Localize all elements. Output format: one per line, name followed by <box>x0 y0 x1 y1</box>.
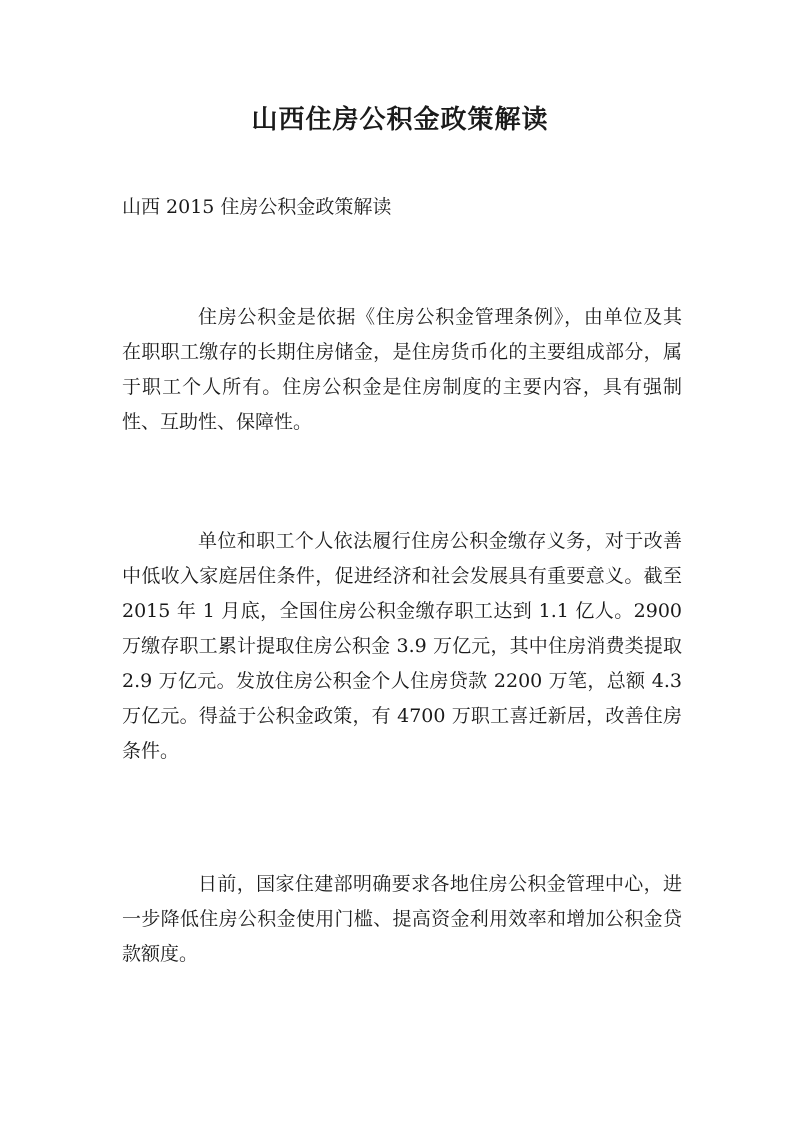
paragraph-1: 住房公积金是依据《住房公积金管理条例》，由单位及其在职职工缴存的长期住房储金，是住房货币化的主要组成部分，属于职工个人所有。住房公积金是住房制度的主要内容，具有强制性、互助性、保障性。 <box>122 306 682 433</box>
document-title: 山西住房公积金政策解读 <box>251 105 549 135</box>
paragraph-2: 单位和职工个人依法履行住房公积金缴存义务，对于改善中低收入家庭居住条件，促进经济和社会发展具有重要意义。截至 2015 年 1 月底，全国住房公积金缴存职工达到 1.1 亿人。2900 万缴存职工累计提取住房公积金 3.9 万亿元，其中住房消费类提取 2.9 万亿元。发放住房公积金个人住房贷款 2200 万笔，总额 4.3 万亿元。得益于公积金政策，有 4700 万职工喜迁新居，改善住房条件。 <box>122 530 682 762</box>
paragraph-3: 日前，国家住建部明确要求各地住房公积金管理中心，进一步降低住房公积金使用门槛、提高资金利用效率和增加公积金贷款额度。 <box>122 873 682 965</box>
document-subtitle: 山西 2015 住房公积金政策解读 <box>122 196 392 218</box>
